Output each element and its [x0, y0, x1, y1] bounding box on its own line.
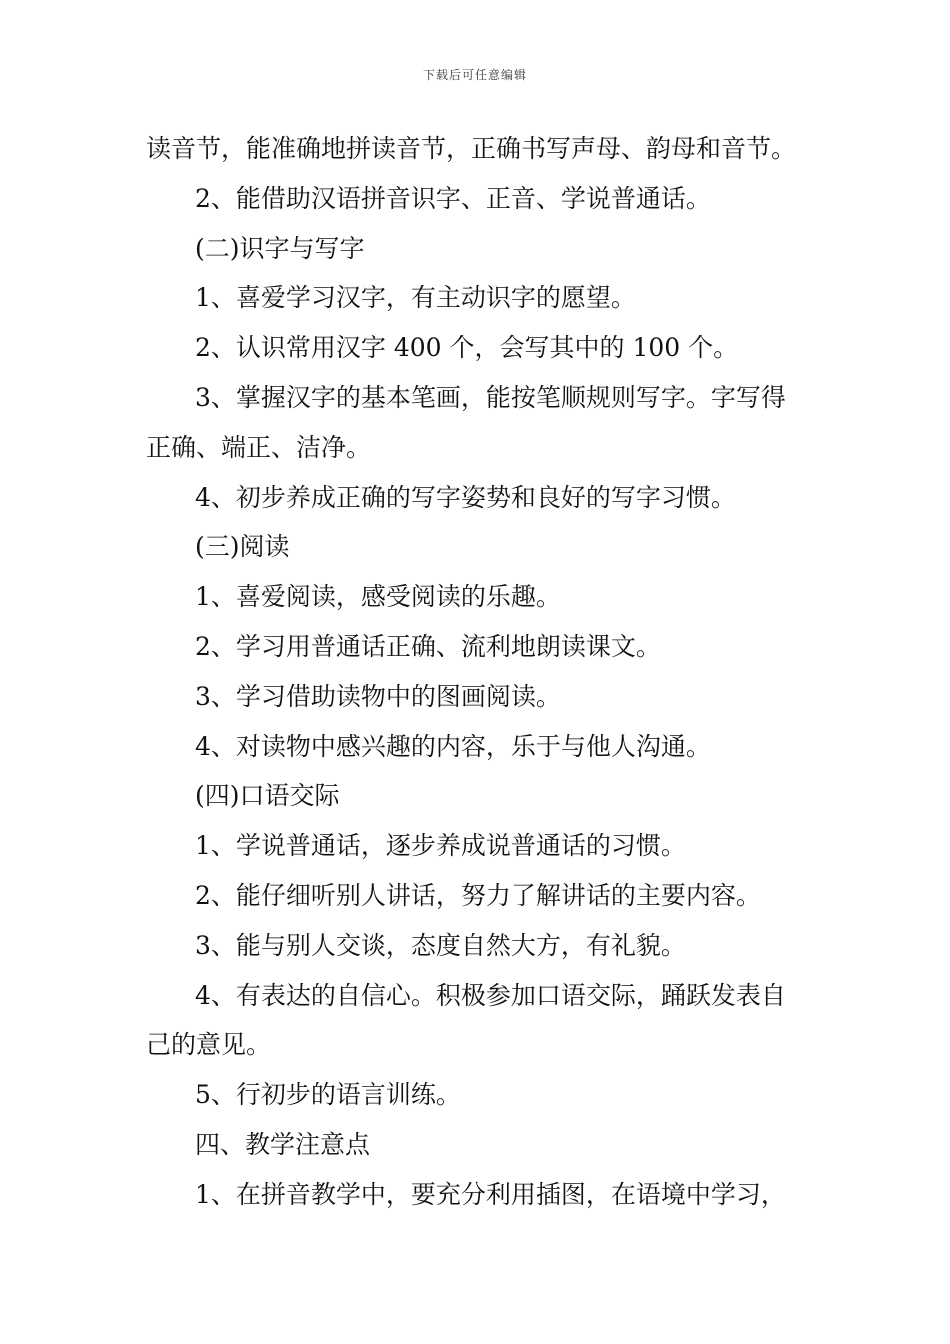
- paragraph-line: 4、有表达的自信心。积极参加口语交际，踊跃发表自: [195, 980, 786, 1010]
- paragraph-line: 1、学说普通话，逐步养成说普通话的习惯。: [195, 831, 686, 861]
- paragraph-line: 1、喜爱学习汉字，有主动识字的愿望。: [195, 283, 636, 313]
- paragraph-line: 正确、端正、洁净。: [146, 432, 372, 462]
- paragraph-line: 1、在拼音教学中，要充分利用插图，在语境中学习，: [195, 1179, 786, 1209]
- paragraph-line: 4、初步养成正确的写字姿势和良好的写字习惯。: [195, 482, 736, 512]
- paragraph-line: 4、对读物中感兴趣的内容，乐于与他人沟通。: [195, 731, 711, 761]
- paragraph-line: 己的意见。: [146, 1030, 272, 1060]
- paragraph-line: 2、学习用普通话正确、流利地朗读课文。: [195, 631, 661, 661]
- section-heading: (三)阅读: [195, 532, 290, 562]
- paragraph-line: 读音节，能准确地拼读音节，正确书写声母、韵母和音节。: [146, 134, 797, 163]
- page-header: 下载后可任意编辑: [422, 68, 527, 82]
- paragraph-line: 1、喜爱阅读，感受阅读的乐趣。: [195, 582, 561, 612]
- paragraph-line: 2、能仔细听别人讲话，努力了解讲话的主要内容。: [195, 880, 761, 910]
- paragraph-line: 2、认识常用汉字 400 个，会写其中的 100 个。: [195, 333, 739, 363]
- paragraph-line: 5、行初步的语言训练。: [195, 1080, 461, 1110]
- document-body: [146, 124, 816, 1220]
- paragraph-line: 2、能借助汉语拼音识字、正音、学说普通话。: [195, 183, 711, 213]
- paragraph-line: 3、学习借助读物中的图画阅读。: [195, 681, 561, 711]
- section-heading: 四、教学注意点: [195, 1129, 371, 1159]
- section-heading: (四)口语交际: [195, 781, 340, 811]
- paragraph-line: 3、能与别人交谈，态度自然大方，有礼貌。: [195, 930, 686, 960]
- paragraph-line: 3、掌握汉字的基本笔画，能按笔顺规则写字。字写得: [195, 382, 786, 412]
- section-heading: (二)识字与写字: [195, 233, 365, 263]
